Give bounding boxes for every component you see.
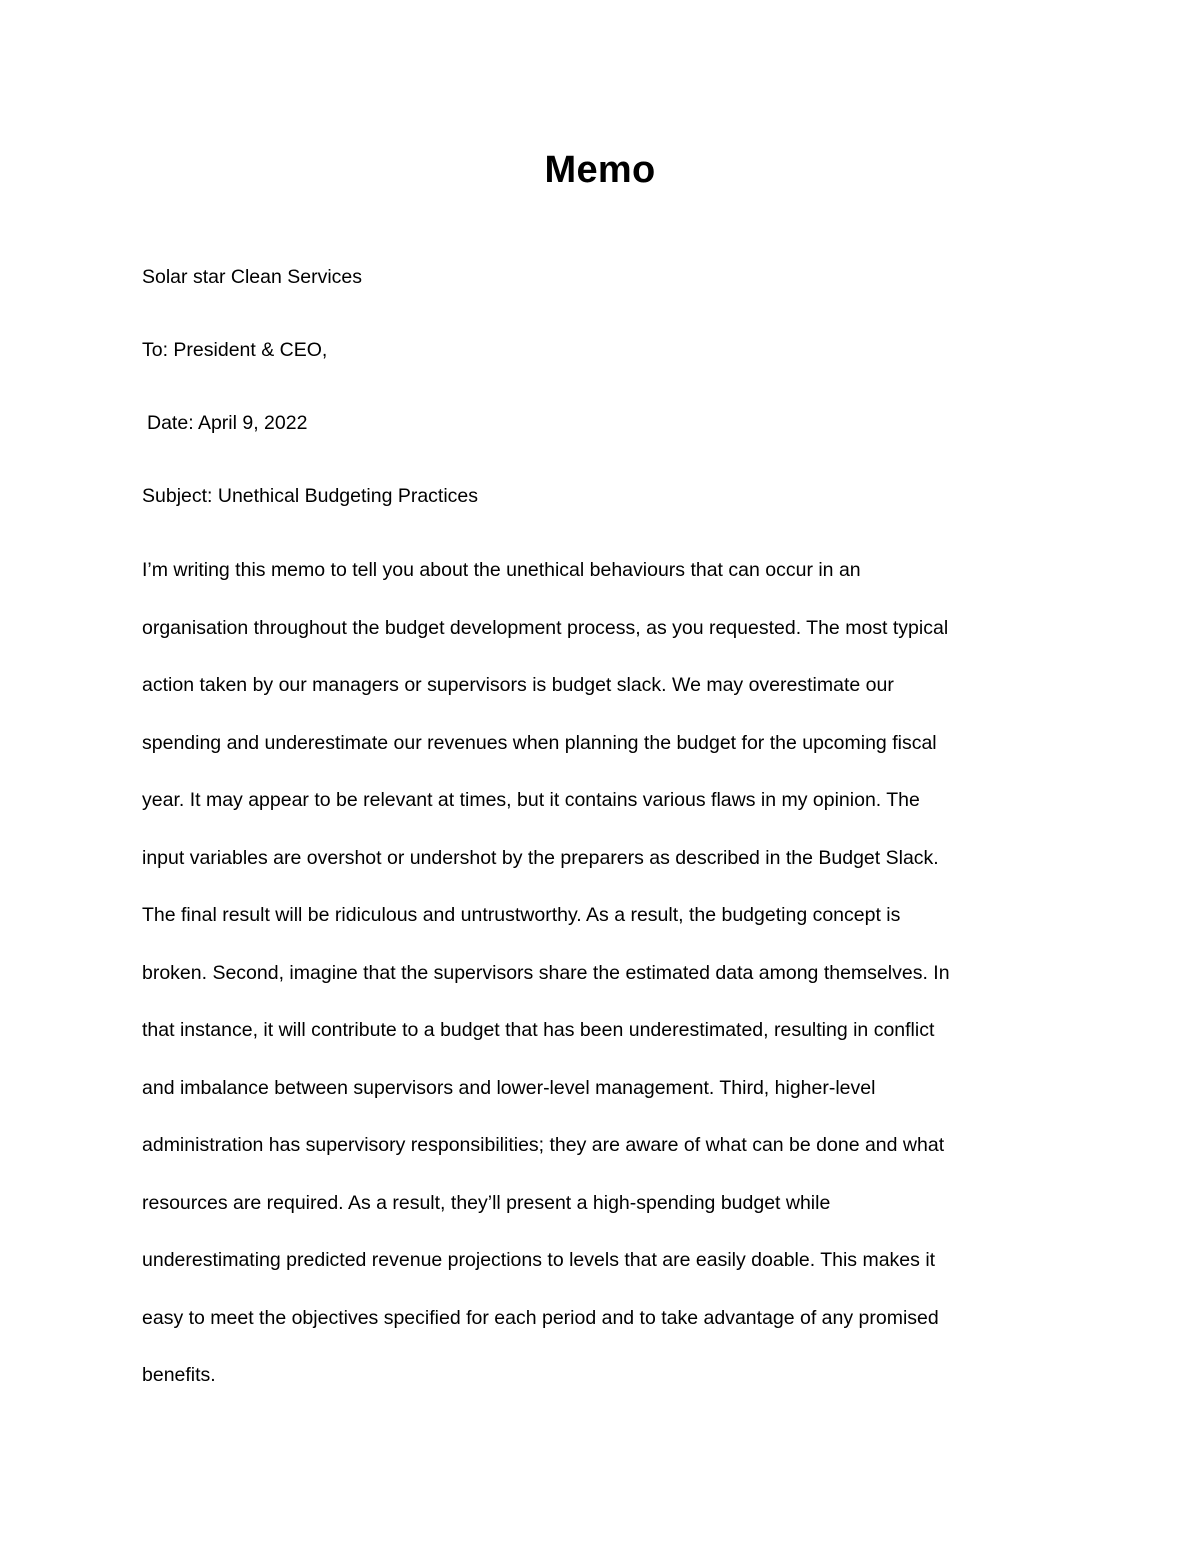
body-line: that instance, it will contribute to a budget that has been underestimated, resulting in conflict xyxy=(142,1019,935,1041)
body-line: spending and underestimate our revenues when planning the budget for the upcoming fiscal xyxy=(142,731,937,754)
body-line: benefits. xyxy=(142,1364,216,1386)
memo-body xyxy=(142,554,1062,1417)
to-line: To: President & CEO, xyxy=(142,339,328,361)
body-line: resources are required. As a result, they’ll present a high-spending budget while xyxy=(142,1191,831,1214)
company-name: Solar star Clean Services xyxy=(142,266,363,288)
body-line: input variables are overshot or undershot by the preparers as described in the Budget Slack. xyxy=(142,846,939,869)
body-line: easy to meet the objectives specified for each period and to take advantage of any promised xyxy=(142,1306,939,1329)
subject-line: Subject: Unethical Budgeting Practices xyxy=(142,485,479,507)
body-line: administration has supervisory responsibilities; they are aware of what can be done and what xyxy=(142,1134,945,1156)
body-line: organisation throughout the budget development process, as you requested. The most typical xyxy=(142,616,949,639)
body-line: year. It may appear to be relevant at times, but it contains various flaws in my opinion. The xyxy=(142,789,920,811)
body-line: action taken by our managers or supervisors is budget slack. We may overestimate our xyxy=(142,674,894,696)
date-line: Date: April 9, 2022 xyxy=(147,412,308,434)
body-line: and imbalance between supervisors and lower-level management. Third, higher-level xyxy=(142,1076,876,1099)
body-line: I’m writing this memo to tell you about the unethical behaviours that can occur in an xyxy=(142,559,861,581)
body-line: The final result will be ridiculous and untrustworthy. As a result, the budgeting concept is xyxy=(142,904,901,926)
memo-title: Memo xyxy=(544,149,656,191)
body-line: underestimating predicted revenue projections to levels that are easily doable. This makes it xyxy=(142,1249,936,1271)
body-line: broken. Second, imagine that the supervisors share the estimated data among themselves. In xyxy=(142,961,950,984)
